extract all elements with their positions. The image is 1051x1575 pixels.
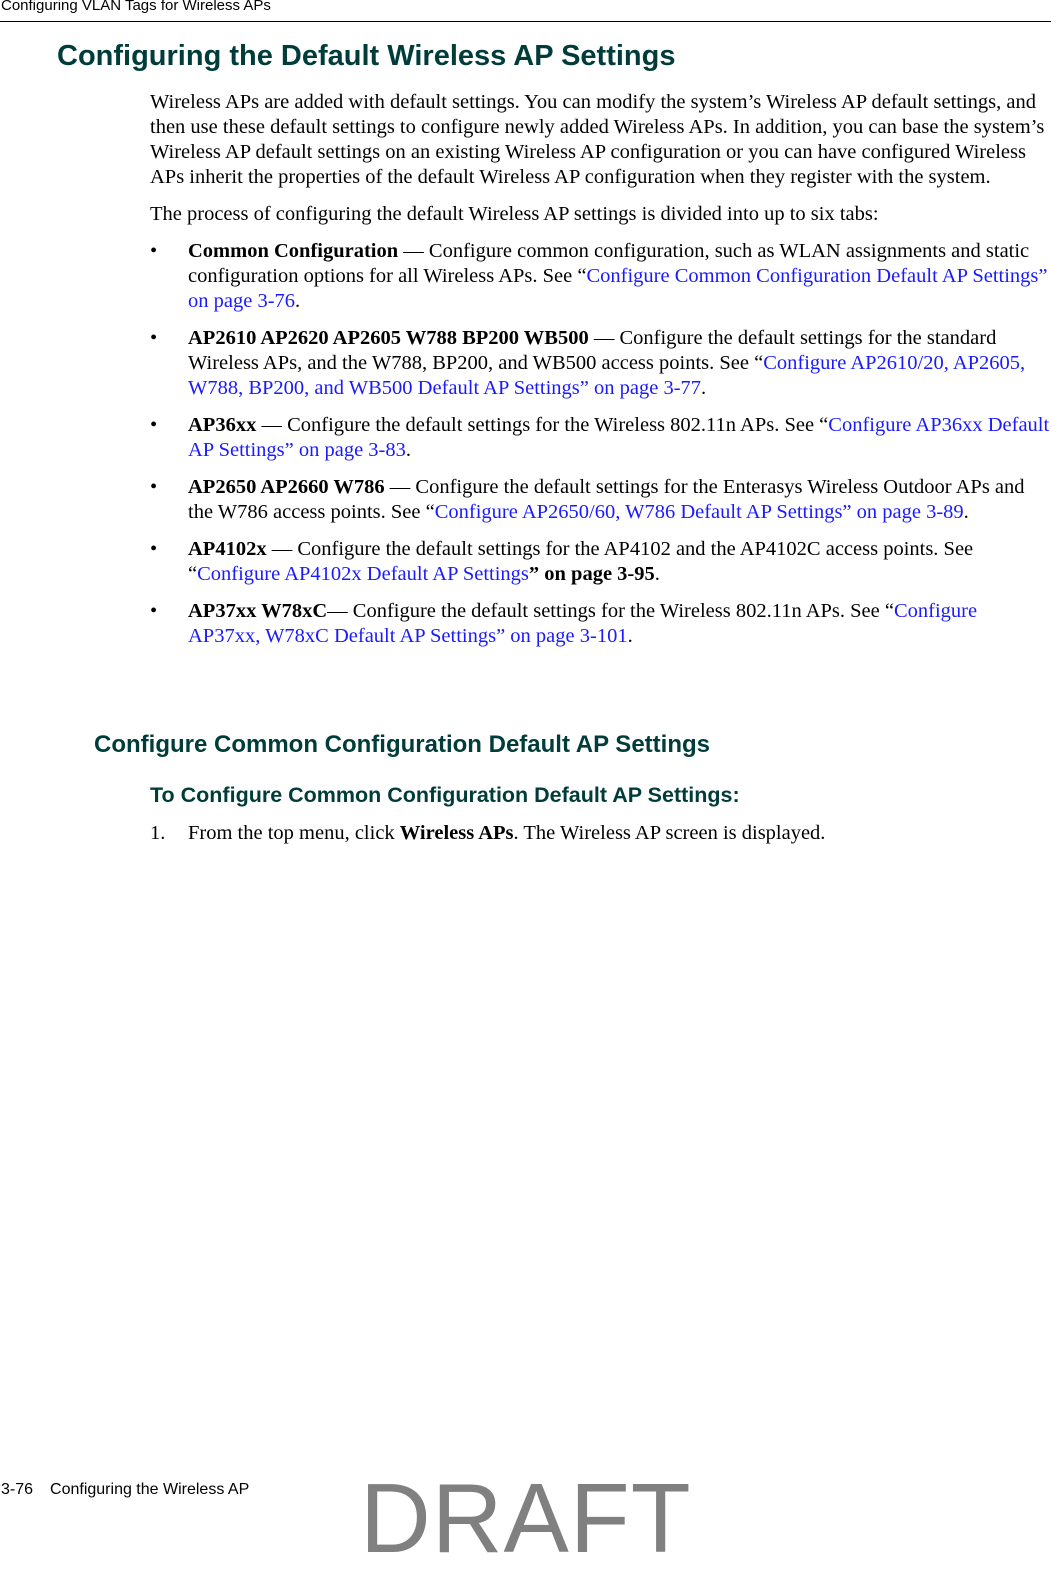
section-heading: Configure Common Configuration Default AP Settings [94,731,710,758]
bullet-item [150,326,1050,401]
bullet-icon: • [150,600,158,622]
procedure-heading: To Configure Common Configuration Default AP Settings: [150,783,740,807]
header-rule [0,21,1051,22]
tab-list [150,239,1050,649]
bullet-term: AP36xx [188,414,257,436]
bullet-end: . [627,625,633,647]
bullet-term: AP37xx W78xC [188,600,328,622]
bullet-term: AP2650 AP2660 W786 [188,476,385,498]
bullet-item [150,599,1050,649]
draft-watermark: DRAFT [360,1463,692,1573]
bullet-item [150,413,1050,463]
cross-reference-link[interactable]: Configure AP37xx, W78xC Default AP Settings” on page 3-101 [188,600,978,647]
bullet-text: — Configure the default settings for the standard Wireless APs, and the W788, BP200, and WB500 access points. See “ [188,327,997,374]
bullet-end: . [701,377,707,399]
page-footer [1,1481,249,1499]
bullet-text: — Configure the default settings for the Wireless 802.11n APs. See “ [327,600,894,622]
bullet-icon: • [150,538,158,560]
step-text: . The Wireless AP screen is displayed. [513,822,826,844]
bullet-end: . [295,290,301,312]
bullet-icon: • [150,476,158,498]
intro-paragraph: The process of configuring the default Wireless AP settings is divided into up to six tabs: [150,203,879,225]
cross-reference-link[interactable]: Configure Common Configuration Default AP Settings” on page 3-76 [188,265,1048,312]
chapter-title: Configuring the Wireless AP [50,1481,250,1498]
bullet-text: — Configure common configuration, such as WLAN assignments and static configuration options for all Wireless APs. See “ [188,240,1030,287]
step-ui-term: Wireless APs [399,822,514,844]
bullet-icon: • [150,414,158,436]
bullet-end: . [405,439,412,461]
procedure-step [150,822,825,845]
bullet-end: . [654,563,660,585]
bullet-bold-tail: ” on page 3-95 [528,563,655,585]
bullet-item [150,475,1050,525]
bullet-icon: • [150,240,158,262]
bullet-item [150,537,1050,587]
cross-reference-link[interactable]: Configure AP4102x Default AP Settings [197,563,529,585]
cross-reference-link[interactable]: Configure AP36xx Default AP Settings” on page 3-83 [188,414,1050,461]
bullet-term: AP4102x [188,538,267,560]
bullet-term: AP2610 AP2620 AP2605 W788 BP200 WB500 [188,327,589,349]
page-number: 3-76 [1,1481,34,1498]
bullet-icon: • [150,327,158,349]
page-title: Configuring the Default Wireless AP Settings [57,40,676,72]
bullet-text: — Configure the default settings for the AP4102 and the AP4102C access points. See “ [188,538,974,585]
running-header: Configuring VLAN Tags for Wireless APs [1,0,271,14]
bullet-item [150,239,1050,314]
step-text: From the top menu, click [188,822,400,844]
body-text [150,90,1050,661]
cross-reference-link[interactable]: Configure AP2610/20, AP2605, W788, BP200, and WB500 Default AP Settings” on page 3-77 [188,352,1026,399]
bullet-text: — Configure the default settings for the Enterasys Wireless Outdoor APs and the W786 access points. See “ [188,476,1025,523]
step-number: 1. [150,822,166,844]
cross-reference-link[interactable]: Configure AP2650/60, W786 Default AP Settings” on page 3-89 [434,501,964,523]
bullet-text: — Configure the default settings for the Wireless 802.11n APs. See “ [256,414,829,436]
bullet-end: . [963,501,969,523]
bullet-term: Common Configuration [188,240,399,262]
intro-paragraph: Wireless APs are added with default settings. You can modify the system’s Wireless AP default settings, and then use these default settings to configure newly added Wireless APs. In addition, you can base the system’s Wireless AP default settings on an existing Wireless AP configuration or you can have configured Wireless APs inherit the properties of the default Wireless AP configuration when they register with the system. [150,91,1045,188]
